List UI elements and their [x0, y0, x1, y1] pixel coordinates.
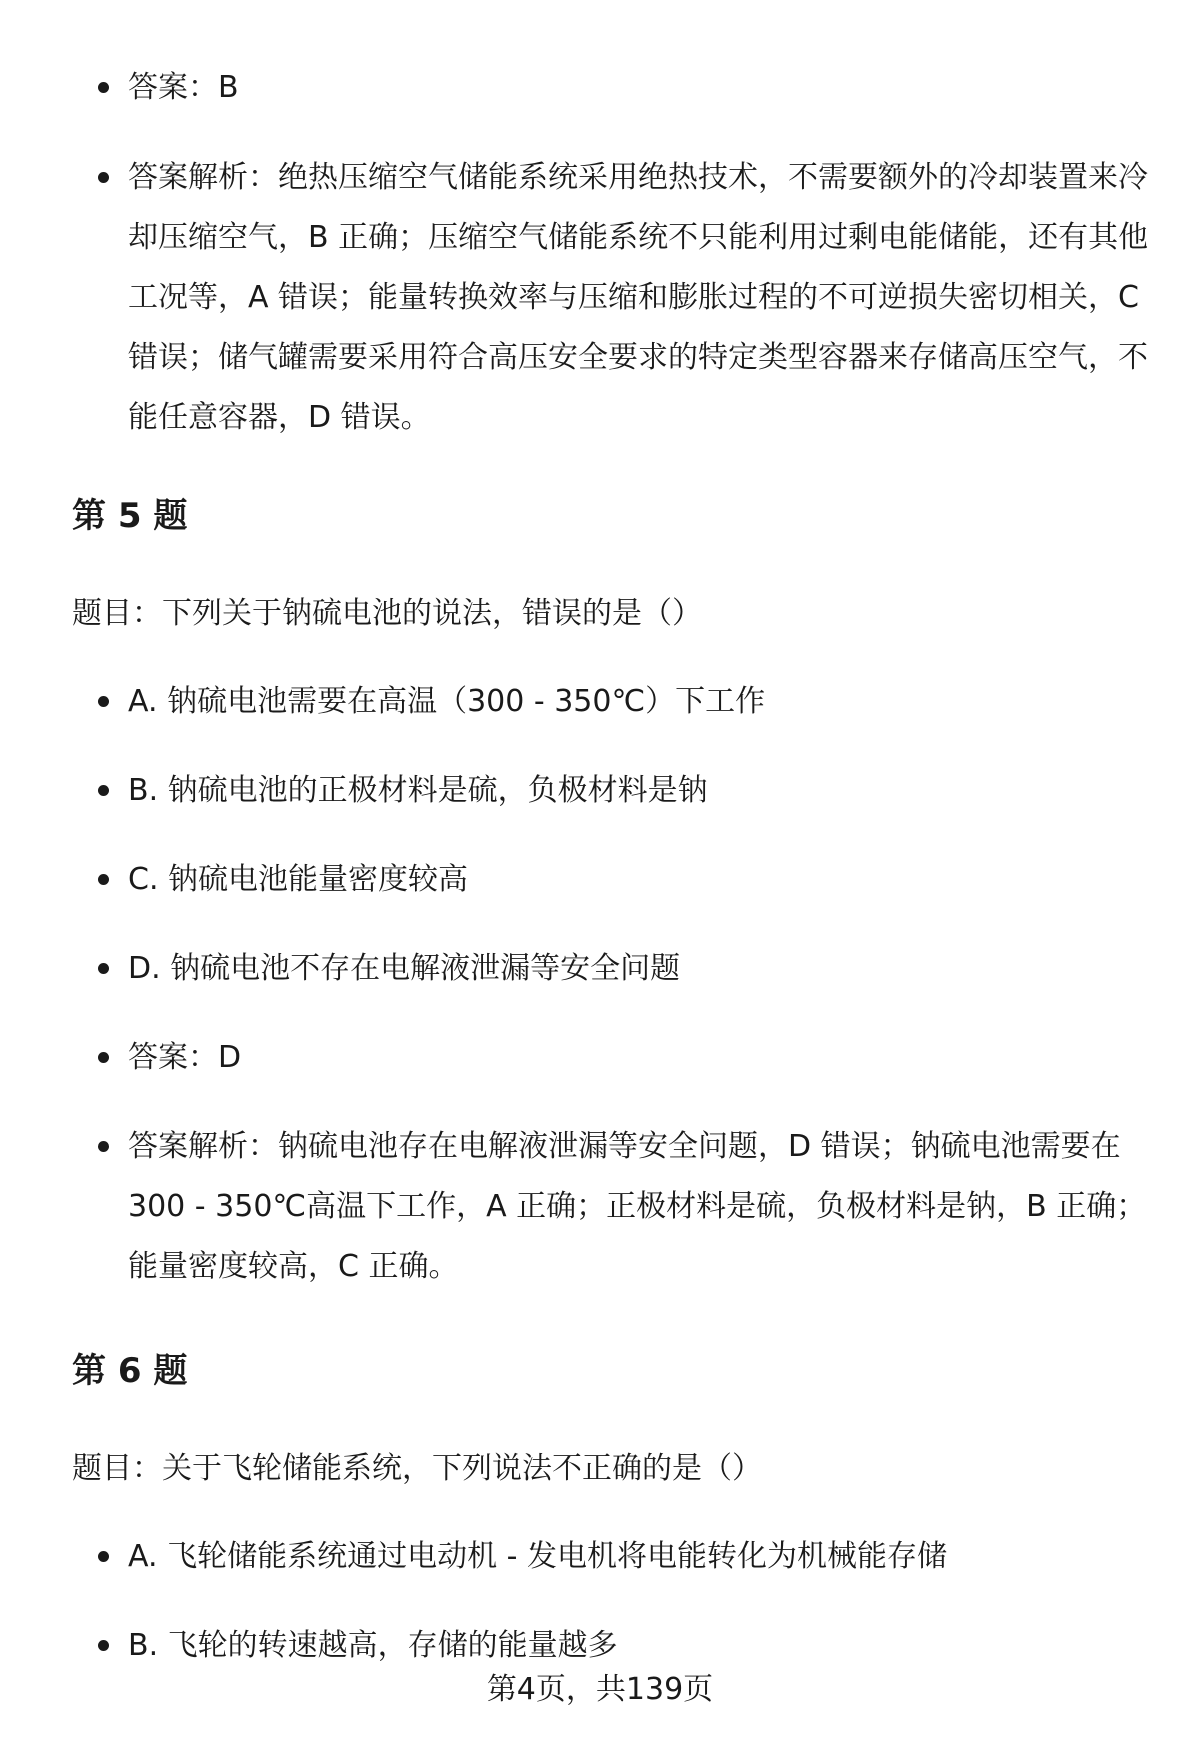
q5-option-a [0, 672, 1200, 732]
bullet-dot-icon [98, 1551, 109, 1562]
bullet-dot-icon [98, 82, 109, 93]
q5-answer-text: 答案：D [128, 1040, 242, 1075]
q4-answer-text: 答案：B [128, 70, 239, 105]
q4-answer [0, 58, 1200, 118]
q4-explanation [0, 148, 1200, 448]
q6-option-b [0, 1616, 1200, 1676]
page-footer: 第4页，共139页 [486, 1672, 714, 1707]
bullet-dot-icon [98, 785, 109, 796]
q6-option-a-text: A. 飞轮储能系统通过电动机 - 发电机将电能转化为机械能存储 [128, 1539, 947, 1574]
q6-heading: 第 6 题 [72, 1351, 188, 1391]
q5-heading: 第 5 题 [72, 496, 188, 536]
q5-stem: 题目：下列关于钠硫电池的说法，错误的是（） [72, 596, 702, 631]
q5-explanation-text: 答案解析：钠硫电池存在电解液泄漏等安全问题，D 错误；钠硫电池需要在 300 - 350℃高温下工作，A 正确；正极材料是硫，负极材料是钠，B 正确；能量密度较高，C 正确。 [128, 1129, 1147, 1284]
bullet-dot-icon [98, 1141, 109, 1152]
q5-explanation [0, 1117, 1200, 1297]
q5-answer [0, 1028, 1200, 1088]
bullet-dot-icon [98, 963, 109, 974]
q6-option-b-text: B. 飞轮的转速越高，存储的能量越多 [128, 1628, 618, 1663]
q5-option-b-text: B. 钠硫电池的正极材料是硫，负极材料是钠 [128, 773, 708, 808]
q6-stem: 题目：关于飞轮储能系统，下列说法不正确的是（） [72, 1451, 762, 1486]
bullet-dot-icon [98, 172, 109, 183]
q5-option-d-text: D. 钠硫电池不存在电解液泄漏等安全问题 [128, 951, 681, 986]
q4-tail [0, 58, 1200, 118]
bullet-dot-icon [98, 1640, 109, 1651]
q5-option-c [0, 850, 1200, 910]
q4-explanation-block [0, 148, 1200, 448]
q5-option-c-text: C. 钠硫电池能量密度较高 [128, 862, 469, 897]
q6-option-a [0, 1527, 1200, 1587]
q5-option-a-text: A. 钠硫电池需要在高温（300 - 350℃）下工作 [128, 684, 766, 719]
q5-options [0, 672, 1200, 1297]
q5-option-b [0, 761, 1200, 821]
q6-options [0, 1527, 1200, 1676]
bullet-dot-icon [98, 1052, 109, 1063]
bullet-dot-icon [98, 874, 109, 885]
bullet-dot-icon [98, 696, 109, 707]
q5-option-d [0, 939, 1200, 999]
q4-explanation-text: 答案解析：绝热压缩空气储能系统采用绝热技术，不需要额外的冷却装置来冷却压缩空气，B 正确；压缩空气储能系统不只能利用过剩电能储能，还有其他工况等，A 错误；能量转换效率与压缩和膨胀过程的不可逆损失密切相关，C 错误；储气罐需要采用符合高压安全要求的特定类型容器来存储高压空气，不能任意容器，D 错误。 [128, 160, 1149, 435]
